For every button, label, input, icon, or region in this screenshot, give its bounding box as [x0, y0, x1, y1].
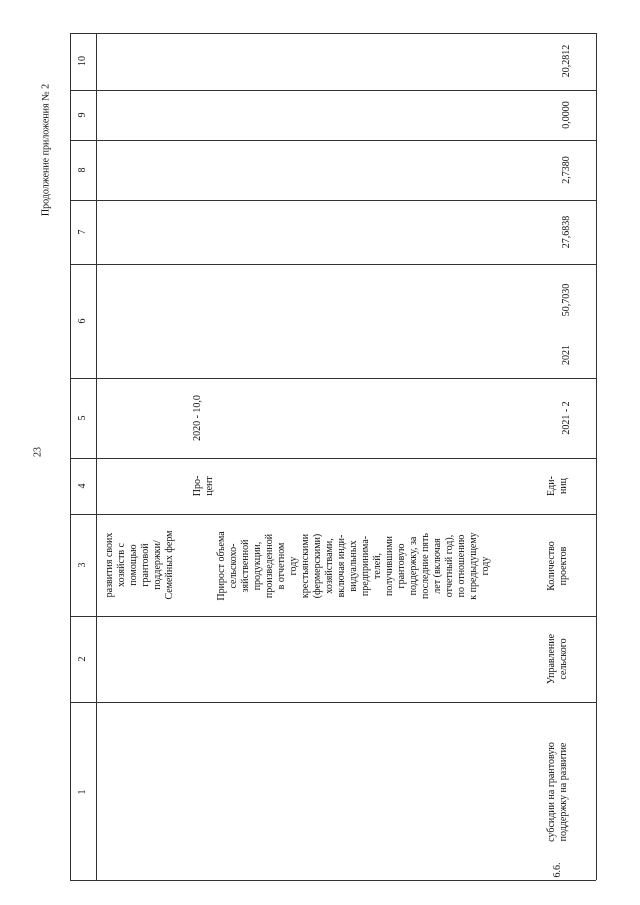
header-col-10: 10	[77, 56, 88, 66]
row-a-col3: развития своих хозяйств с помощью грантовой поддержки/ Семейных ферм	[104, 530, 175, 600]
header-row-divider	[96, 33, 97, 880]
table-edge-bottom	[70, 880, 596, 881]
row-c-col5-value: 2021 - 2	[561, 401, 572, 435]
col-separator-10	[70, 90, 596, 91]
row-c-col10-value-b: 20,2812	[561, 44, 572, 78]
row-b-col3: Прирост объема сельскохо- зяйственной продукции, произведенной в отчетном году крестьянскими (фермерскими) хозяйствами, включая инди- видуальных предпринима- телей, получившими грантовую поддержку, за последние пять лет (включая отчетный год), по отношению к предыдущему году	[216, 531, 491, 601]
row-c-col7-value: 50,7030	[561, 283, 572, 317]
header-col-8: 8	[77, 167, 88, 173]
col-separator-5	[70, 458, 596, 459]
page-number: 23	[32, 447, 44, 457]
col-separator-2	[70, 702, 596, 703]
col-separator-9	[70, 140, 596, 141]
row-c-col2: Управление сельского	[546, 633, 569, 685]
row-c-col4-unit: Еди- ниц	[546, 476, 569, 496]
header-col-4: 4	[77, 483, 88, 489]
row-c-col10-value-a: 0,0000	[561, 101, 572, 129]
header-col-3: 3	[77, 562, 88, 568]
header-col-5: 5	[77, 415, 88, 421]
header-col-6: 6	[77, 318, 88, 324]
header-col-2: 2	[77, 656, 88, 662]
col-separator-8	[70, 200, 596, 201]
row-b-col5-value: 2020 - 10,0	[192, 395, 203, 441]
col-separator-7	[70, 264, 596, 265]
header-col-1: 1	[77, 789, 88, 795]
header-col-7: 7	[77, 229, 88, 235]
row-c-col8-value: 27,6838	[561, 215, 572, 249]
continuation-title: Продолжение приложения № 2	[40, 83, 52, 217]
row-c-col1: субсидии на грантовую поддержку на развитие	[546, 742, 569, 842]
row-c-number: 6.6.	[552, 862, 563, 878]
header-col-9: 9	[77, 112, 88, 118]
col-separator-3	[70, 616, 596, 617]
col-separator-6	[70, 378, 596, 379]
col-separator-4	[70, 514, 596, 515]
row-b-col4-unit: Про- цент	[192, 475, 215, 497]
row-c-col3: Количество проектов	[546, 541, 569, 591]
row-c-col6-year: 2021	[561, 345, 572, 365]
row-c-col9-value: 2,7380	[561, 156, 572, 184]
table-left-edge	[70, 33, 71, 880]
table-right-edge	[596, 33, 597, 880]
table-edge-top	[70, 33, 596, 34]
